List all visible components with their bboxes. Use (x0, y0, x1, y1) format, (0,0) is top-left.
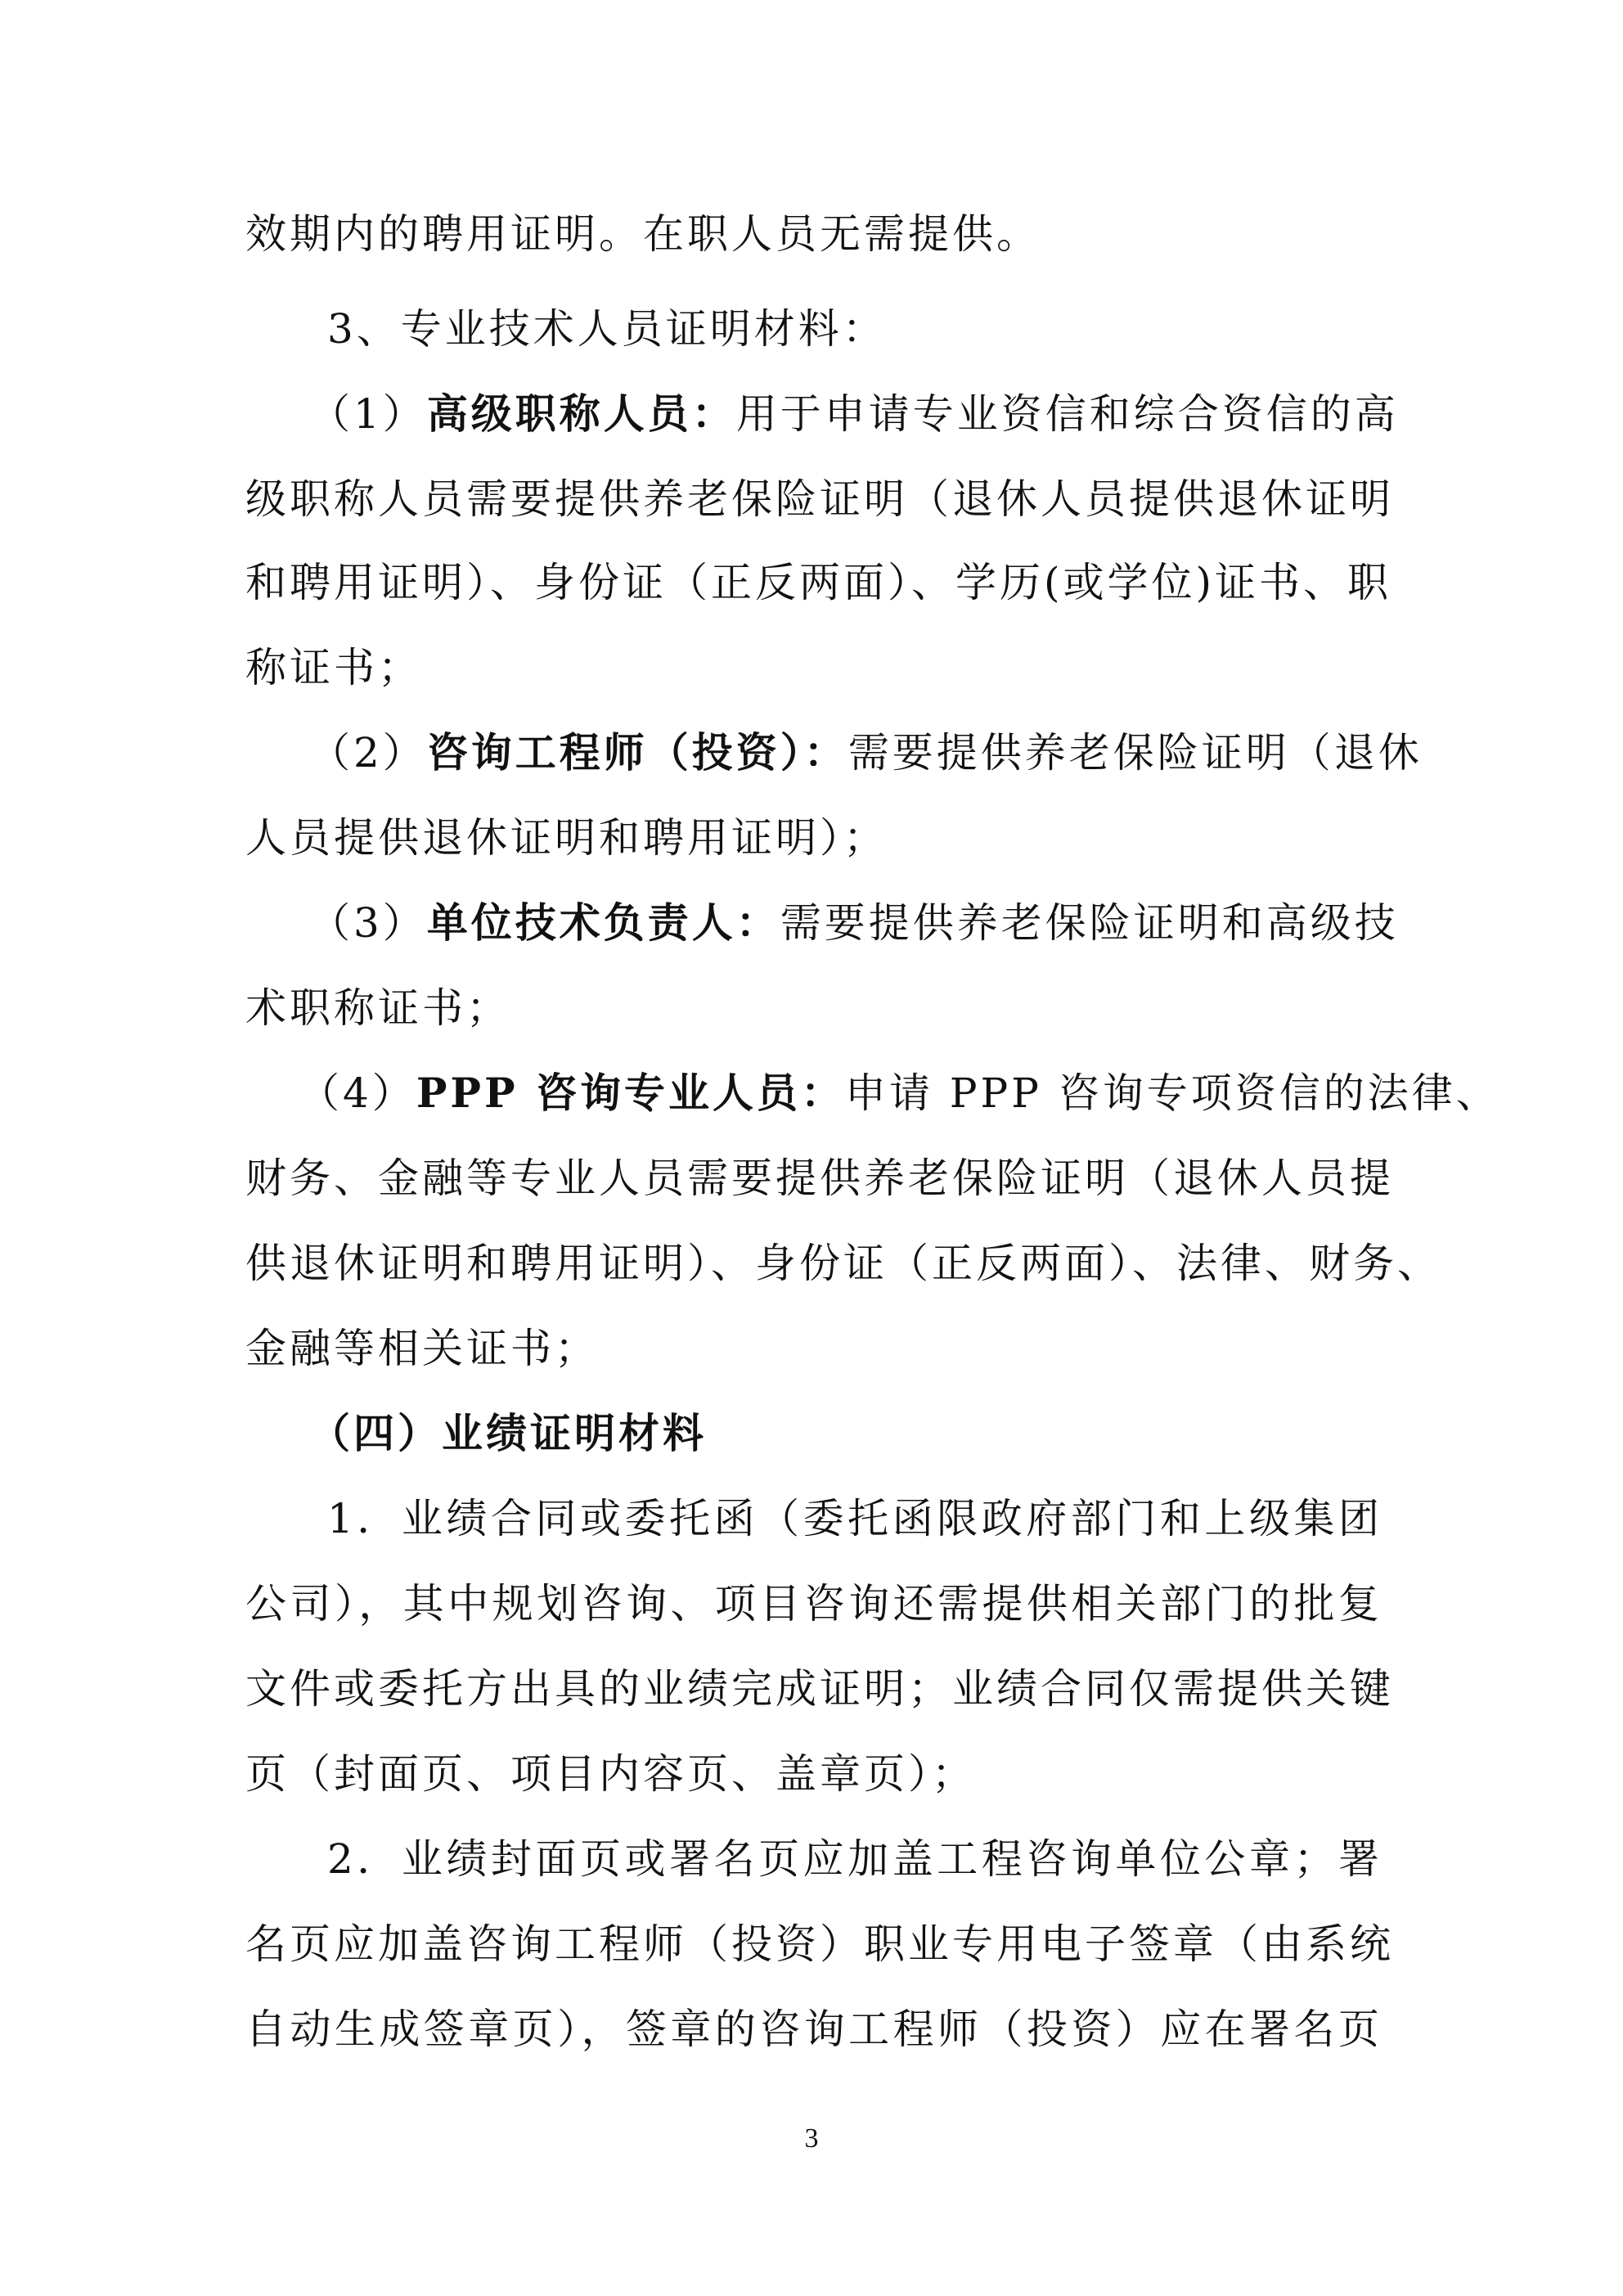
paragraph-line (309, 897, 1399, 949)
paragraph-line: 2．业绩封面页或署名页应加盖工程咨询单位公章；署 (327, 1835, 1382, 1883)
paragraph-line: 页（封面页、项目内容页、盖章页）； (245, 1750, 976, 1798)
paragraph-line: 财务、金融等专业人员需要提供养老保险证明（退休人员提 (245, 1155, 1394, 1202)
paragraph-line (309, 388, 1399, 440)
paragraph-line: 名页应加盖咨询工程师（投资）职业专用电子签章（由系统 (245, 1920, 1394, 1968)
item-heading: PPP 咨询专业人员： (416, 1069, 846, 1117)
page-number: 3 (804, 2123, 819, 2154)
paragraph-line: 文件或委托方出具的业绩完成证明；业绩合同仅需提供关键 (245, 1665, 1394, 1713)
item-text: 申请 PPP 咨询专项资信的法律、 (845, 1069, 1500, 1117)
section-heading: （四）业绩证明材料 (309, 1409, 707, 1457)
paragraph-line (309, 727, 1423, 779)
paragraph-line (299, 1067, 1500, 1119)
item-number: （3） (309, 899, 427, 947)
paragraph-line: 效期内的聘用证明。在职人员无需提供。 (245, 210, 1041, 258)
item-heading: 单位技术负责人： (426, 898, 780, 947)
paragraph-line: 和聘用证明）、身份证（正反两面）、学历(或学位)证书、职 (245, 559, 1392, 606)
item-number: （4） (299, 1069, 416, 1117)
paragraph-line: 金融等相关证书； (245, 1325, 599, 1372)
paragraph-line: 自动生成签章页），签章的咨询工程师（投资）应在署名页 (245, 2006, 1382, 2053)
paragraph-line: 级职称人员需要提供养老保险证明（退休人员提供退休证明 (245, 475, 1394, 523)
item-heading: 咨询工程师（投资）： (426, 728, 848, 777)
item-text: 用于申请专业资信和综合资信的高 (735, 390, 1399, 438)
paragraph-line: 供退休证明和聘用证明）、身份证（正反两面）、法律、财务、 (245, 1240, 1441, 1287)
paragraph-line: 称证书； (245, 644, 422, 691)
item-text: 需要提供养老保险证明和高级技 (780, 899, 1399, 947)
paragraph-line: 术职称证书； (245, 984, 510, 1032)
item-number: （2） (309, 729, 427, 777)
item-text: 需要提供养老保险证明（退休 (847, 729, 1423, 777)
paragraph-line: 人员提供退休证明和聘用证明）； (245, 814, 888, 862)
paragraph-line: 1．业绩合同或委托函（委托函限政府部门和上级集团 (327, 1495, 1382, 1542)
paragraph-line: 3、专业技术人员证明材料： (327, 305, 887, 353)
item-heading: 高级职称人员： (426, 389, 736, 438)
paragraph-line: 公司），其中规划咨询、项目咨询还需提供相关部门的批复 (245, 1580, 1382, 1627)
item-number: （1） (309, 390, 427, 438)
